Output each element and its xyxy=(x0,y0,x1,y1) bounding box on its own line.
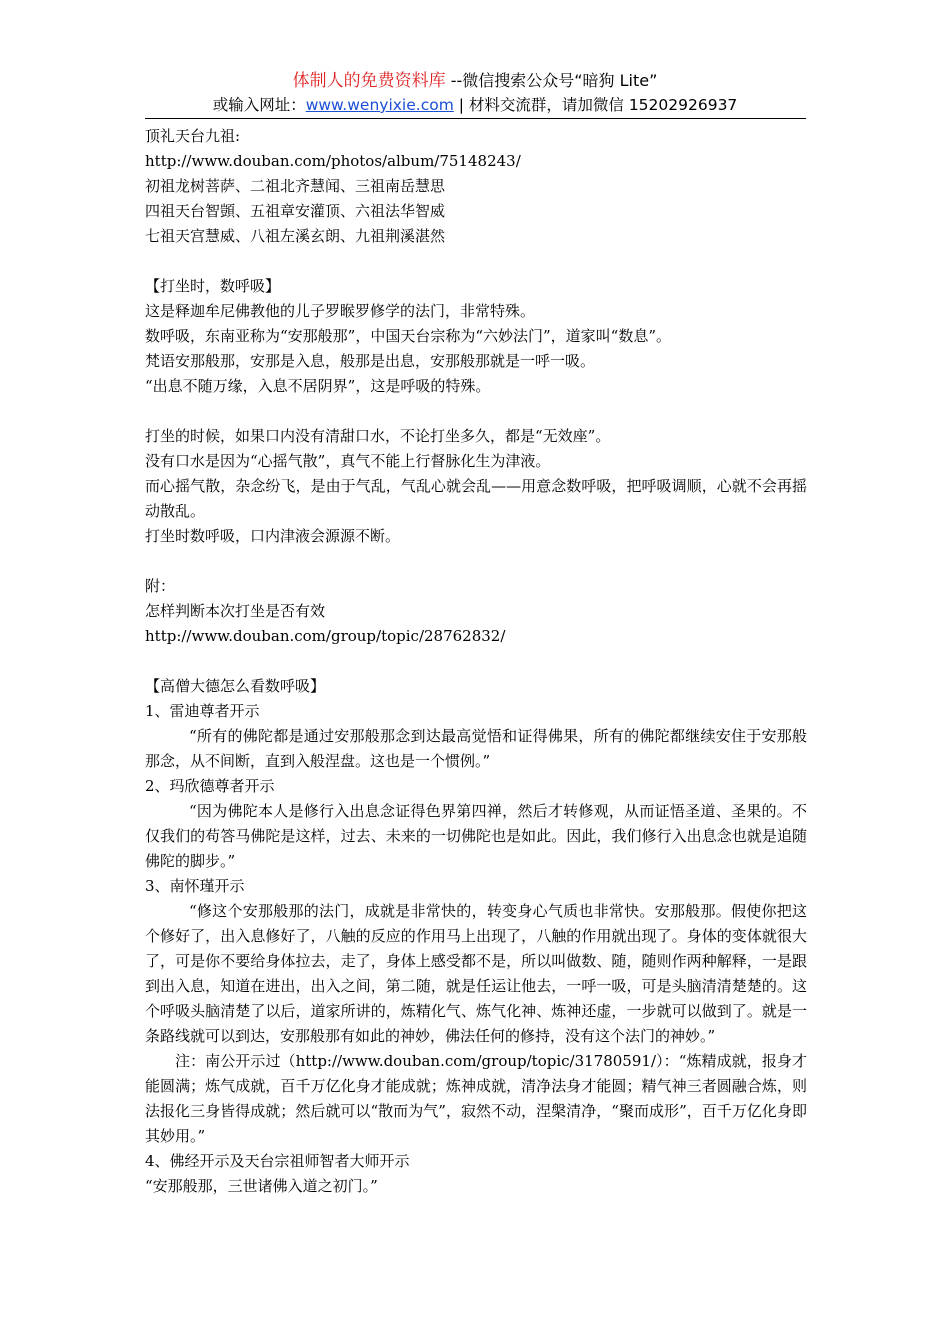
text-line: 没有口水是因为“心摇气散”，真气不能上行督脉化生为津液。 xyxy=(145,452,551,470)
header-sub-title: --微信搜索公众号“暗狗 Lite” xyxy=(445,71,658,90)
header-divider xyxy=(145,118,806,119)
text-line: 梵语安那般那，安那是入息，般那是出息，安那般那就是一呼一吸。 xyxy=(145,352,596,370)
header-url-line xyxy=(145,94,805,116)
header-title-line xyxy=(145,70,805,92)
text-line: 四祖天台智顗、五祖章安灌顶、六祖法华智威 xyxy=(145,202,446,220)
header-red-title: 体制人的免费资料库 xyxy=(292,71,446,91)
text-line: 怎样判断本次打坐是否有效 xyxy=(145,602,326,620)
header-url-link[interactable]: www.wenyixie.com xyxy=(305,96,454,114)
header-url-prefix: 或输入网址： xyxy=(212,96,306,114)
note-paragraph: 注：南公开示过（http://www.douban.com/group/topic/31780591/）：“炼精成就，报身才能圆满；炼气成就，百千万亿化身才能成就；炼神成就，清净法身才能圆；精气神三者圆融合炼，则法报化三身皆得成就；然后就可以“散而为气”，寂然不动，涅槃清净，“聚而成形”，百千万亿化身即其妙用。” xyxy=(145,1052,807,1145)
text-line: “出息不随万缘，入息不居阴界”，这是呼吸的特殊。 xyxy=(145,377,491,395)
list-item-heading: 2、玛欣德尊者开示 xyxy=(145,777,275,795)
blank-line xyxy=(145,249,807,274)
quote-paragraph: “因为佛陀本人是修行入出息念证得色界第四禅，然后才转修观，从而证悟圣道、圣果的。不仅我们的苟答马佛陀是这样，过去、未来的一切佛陀也是如此。因此，我们修行入出息念也就是追随佛陀的脚步。” xyxy=(145,802,807,870)
text-line: 数呼吸，东南亚称为“安那般那”，中国天台宗称为“六妙法门”，道家叫“数息”。 xyxy=(145,327,672,345)
section-heading: 【打坐时，数呼吸】 xyxy=(145,277,281,295)
text-line: 这是释迦牟尼佛教他的儿子罗睺罗修学的法门，非常特殊。 xyxy=(145,302,536,320)
blank-line xyxy=(145,649,807,674)
text-line: 打坐的时候，如果口内没有清甜口水，不论打坐多久，都是“无效座”。 xyxy=(145,427,611,445)
quote-paragraph: “修这个安那般那的法门，成就是非常快的，转变身心气质也非常快。安那般那。假使你把这个修好了，出入息修好了，八触的反应的作用马上出现了，八触的作用就出现了。身体的变体就很大了，可是你不要给身体拉去，走了，身体上感受都不是，所以叫做数、随，随则作两种解释，一是跟到出入息，知道在进出，出入之间，第二随，就是任运让他去，一呼一吸，可是头脑清清楚楚的。这个呼吸头脑清楚了以后，道家所讲的，炼精化气、炼气化神、炼神还虚，一步就可以做到了。就是一条路线就可以到达，安那般那有如此的神妙，佛法任何的修持，没有这个法门的神妙。” xyxy=(145,902,807,1045)
album-link[interactable]: http://www.douban.com/photos/album/75148243/ xyxy=(145,152,521,170)
blank-line xyxy=(145,399,807,424)
quote-paragraph: “所有的佛陀都是通过安那般那念到达最高觉悟和证得佛果，所有的佛陀都继续安住于安那般那念，从不间断，直到入般涅盘。这也是一个惯例。” xyxy=(145,727,807,770)
text-line: 附： xyxy=(145,577,176,595)
text-line: 七祖天宫慧威、八祖左溪玄朗、九祖荆溪湛然 xyxy=(145,227,446,245)
page-header xyxy=(145,70,805,116)
list-item-heading: 1、雷迪尊者开示 xyxy=(145,702,260,720)
section-heading: 【高僧大德怎么看数呼吸】 xyxy=(145,677,326,695)
text-line: 顶礼天台九祖: xyxy=(145,127,241,145)
topic-link[interactable]: http://www.douban.com/group/topic/28762832/ xyxy=(145,627,506,645)
document-body xyxy=(145,124,807,1199)
list-item-heading: 4、佛经开示及天台宗祖师智者大师开示 xyxy=(145,1152,410,1170)
paragraph: 而心摇气散，杂念纷飞，是由于气乱，气乱心就会乱——用意念数呼吸，把呼吸调顺，心就不会再摇动散乱。 xyxy=(145,477,807,520)
list-item-heading: 3、南怀瑾开示 xyxy=(145,877,245,895)
header-url-suffix: | 材料交流群，请加微信 15202926937 xyxy=(453,96,738,114)
blank-line xyxy=(145,549,807,574)
text-line: 打坐时数呼吸，口内津液会源源不断。 xyxy=(145,527,401,545)
text-line: 初祖龙树菩萨、二祖北齐慧闻、三祖南岳慧思 xyxy=(145,177,446,195)
text-line: “安那般那，三世诸佛入道之初门。” xyxy=(145,1177,378,1195)
